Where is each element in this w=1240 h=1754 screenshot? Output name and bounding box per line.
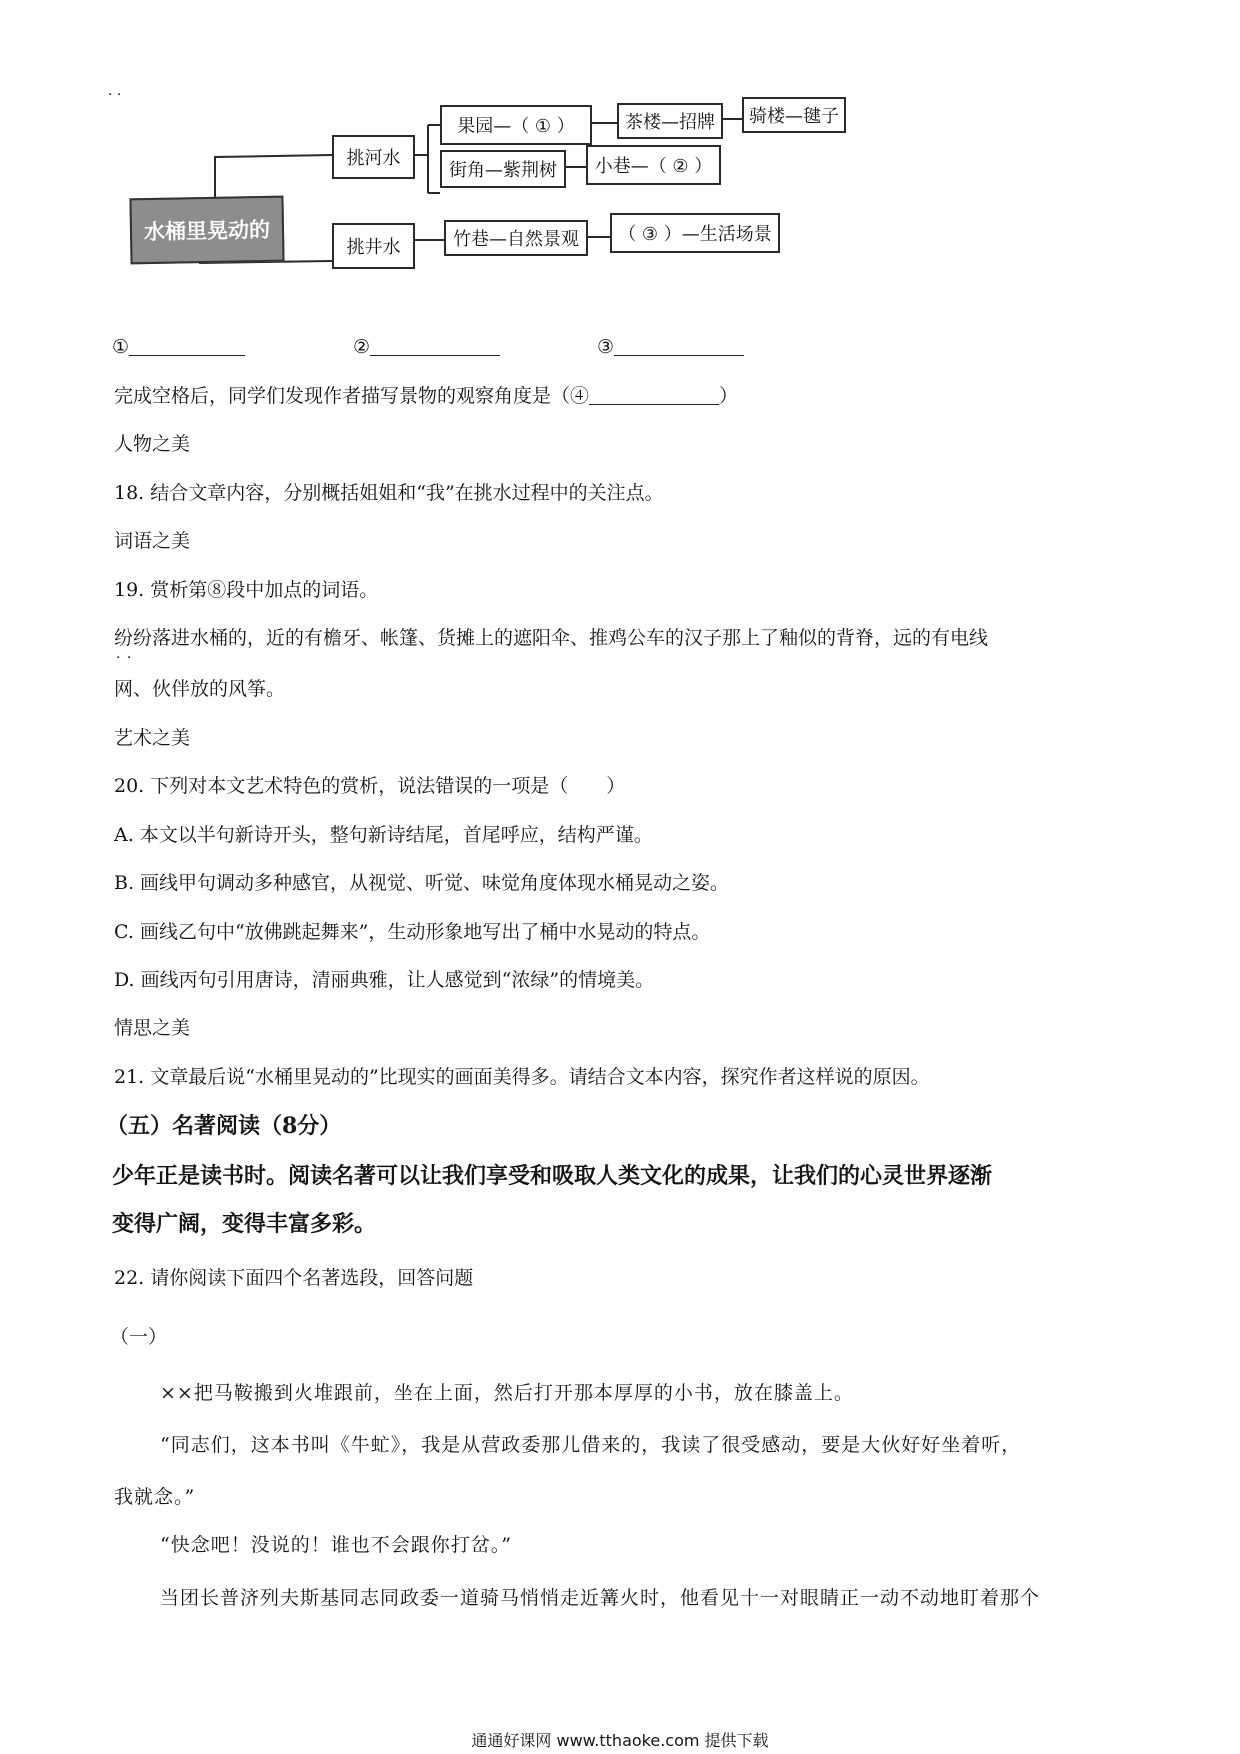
node-qilou: 骑楼—毽子 — [742, 97, 846, 133]
blank-2-line — [370, 335, 500, 356]
q-angle-text: 完成空格后，同学们发现作者描写景物的观察角度是（④ — [114, 385, 590, 407]
section-yishu: 艺术之美 — [114, 727, 191, 749]
node-tiao-jing-shui: 挑井水 — [332, 223, 415, 269]
section-5-intro-1: 少年正是读书时。阅读名著可以让我们享受和吸取人类文化的成果，让我们的心灵世界逐渐 — [112, 1163, 993, 1189]
passage-1-line-5: 当团长普济列夫斯基同志同政委一道骑马悄悄走近篝火时，他看见十一对眼睛正一动不动地盯着那个 — [160, 1587, 1041, 1609]
passage-1-label: （一） — [110, 1326, 168, 1348]
section-ciyu: 词语之美 — [114, 530, 191, 552]
option-b: B. 画线甲句调动多种感官，从视觉、听觉、味觉角度体现水桶晃动之姿。 — [114, 872, 730, 894]
node-xiaoxiang: 小巷—（ ② ） — [586, 145, 721, 185]
option-d: D. 画线丙句引用唐诗，清丽典雅，让人感觉到“浓绿”的情境美。 — [114, 969, 655, 991]
node-chalou: 茶楼—招牌 — [617, 103, 723, 139]
passage-1-line-2: “同志们，这本书叫《牛虻》，我是从营政委那儿借来的，我读了很受感动，要是大伙好好坐着听， — [160, 1434, 1022, 1456]
blank-4-line — [589, 384, 719, 405]
question-18: 18. 结合文章内容，分别概括姐姐和“我”在挑水过程中的关注点。 — [114, 482, 664, 504]
root-node: 水桶里晃动的 — [129, 196, 284, 265]
node-zhuxiang: 竹巷—自然景观 — [444, 220, 588, 256]
question-22: 22. 请你阅读下面四个名著选段，回答问题 — [114, 1267, 474, 1289]
mind-map — [108, 87, 960, 305]
section-5-intro-2: 变得广阔，变得丰富多彩。 — [112, 1211, 377, 1237]
blank-3 — [597, 335, 744, 359]
dotted-word: 纷纷 · · — [114, 626, 152, 650]
question-19: 19. 赏析第⑧段中加点的词语。 — [114, 579, 379, 601]
q-angle — [114, 384, 738, 408]
scan-dots: · · — [108, 87, 122, 103]
node-shenghuo: （ ③ ）—生活场景 — [610, 213, 780, 253]
question-21: 21. 文章最后说“水桶里晃动的”比现实的画面美得多。请结合文本内容，探究作者这样说的原因。 — [114, 1066, 930, 1088]
option-c: C. 画线乙句中“放佛跳起舞来”，生动形象地写出了桶中水晃动的特点。 — [114, 921, 711, 943]
blank-3-line — [614, 335, 744, 356]
blank-row — [112, 335, 245, 359]
blank-1-line — [129, 335, 245, 356]
passage-1-line-1: ××把马鞍搬到火堆跟前，坐在上面，然后打开那本厚厚的小书，放在膝盖上。 — [160, 1382, 854, 1404]
option-a: A. 本文以半句新诗开头，整句新诗结尾，首尾呼应，结构严谨。 — [114, 824, 653, 846]
passage-1-line-3: 我就念。” — [114, 1486, 196, 1508]
node-tiao-he-shui: 挑河水 — [332, 135, 415, 179]
blank-2 — [353, 335, 500, 359]
blank-1-label: ① — [112, 336, 130, 358]
q19-quote-line-1 — [114, 626, 988, 650]
question-20: 20. 下列对本文艺术特色的赏析，说法错误的一项是（ ） — [114, 775, 626, 797]
node-guoyuan: 果园—（ ① ） — [440, 105, 592, 145]
section-5-title: （五）名著阅读（8分） — [106, 1113, 342, 1139]
passage-1-line-4: “快念吧！没说的！谁也不会跟你打岔。” — [160, 1534, 512, 1556]
footer-source: 通通好课网 www.tthaoke.com 提供下载 — [471, 1731, 769, 1750]
q19-quote-rest: 落进水桶的，近的有檐牙、帐篷、货摊上的遮阳伞、推鸡公车的汉子那上了釉似的背脊，远的有电线 — [152, 627, 989, 649]
q-angle-close: ） — [719, 385, 739, 407]
node-jiejiao: 街角—紫荆树 — [440, 150, 566, 188]
q19-quote-line-2: 网、伙伴放的风筝。 — [114, 678, 286, 700]
blank-3-label: ③ — [597, 336, 615, 358]
blank-2-label: ② — [353, 336, 371, 358]
section-qingsi: 情思之美 — [114, 1017, 191, 1039]
section-renwu: 人物之美 — [114, 433, 191, 455]
